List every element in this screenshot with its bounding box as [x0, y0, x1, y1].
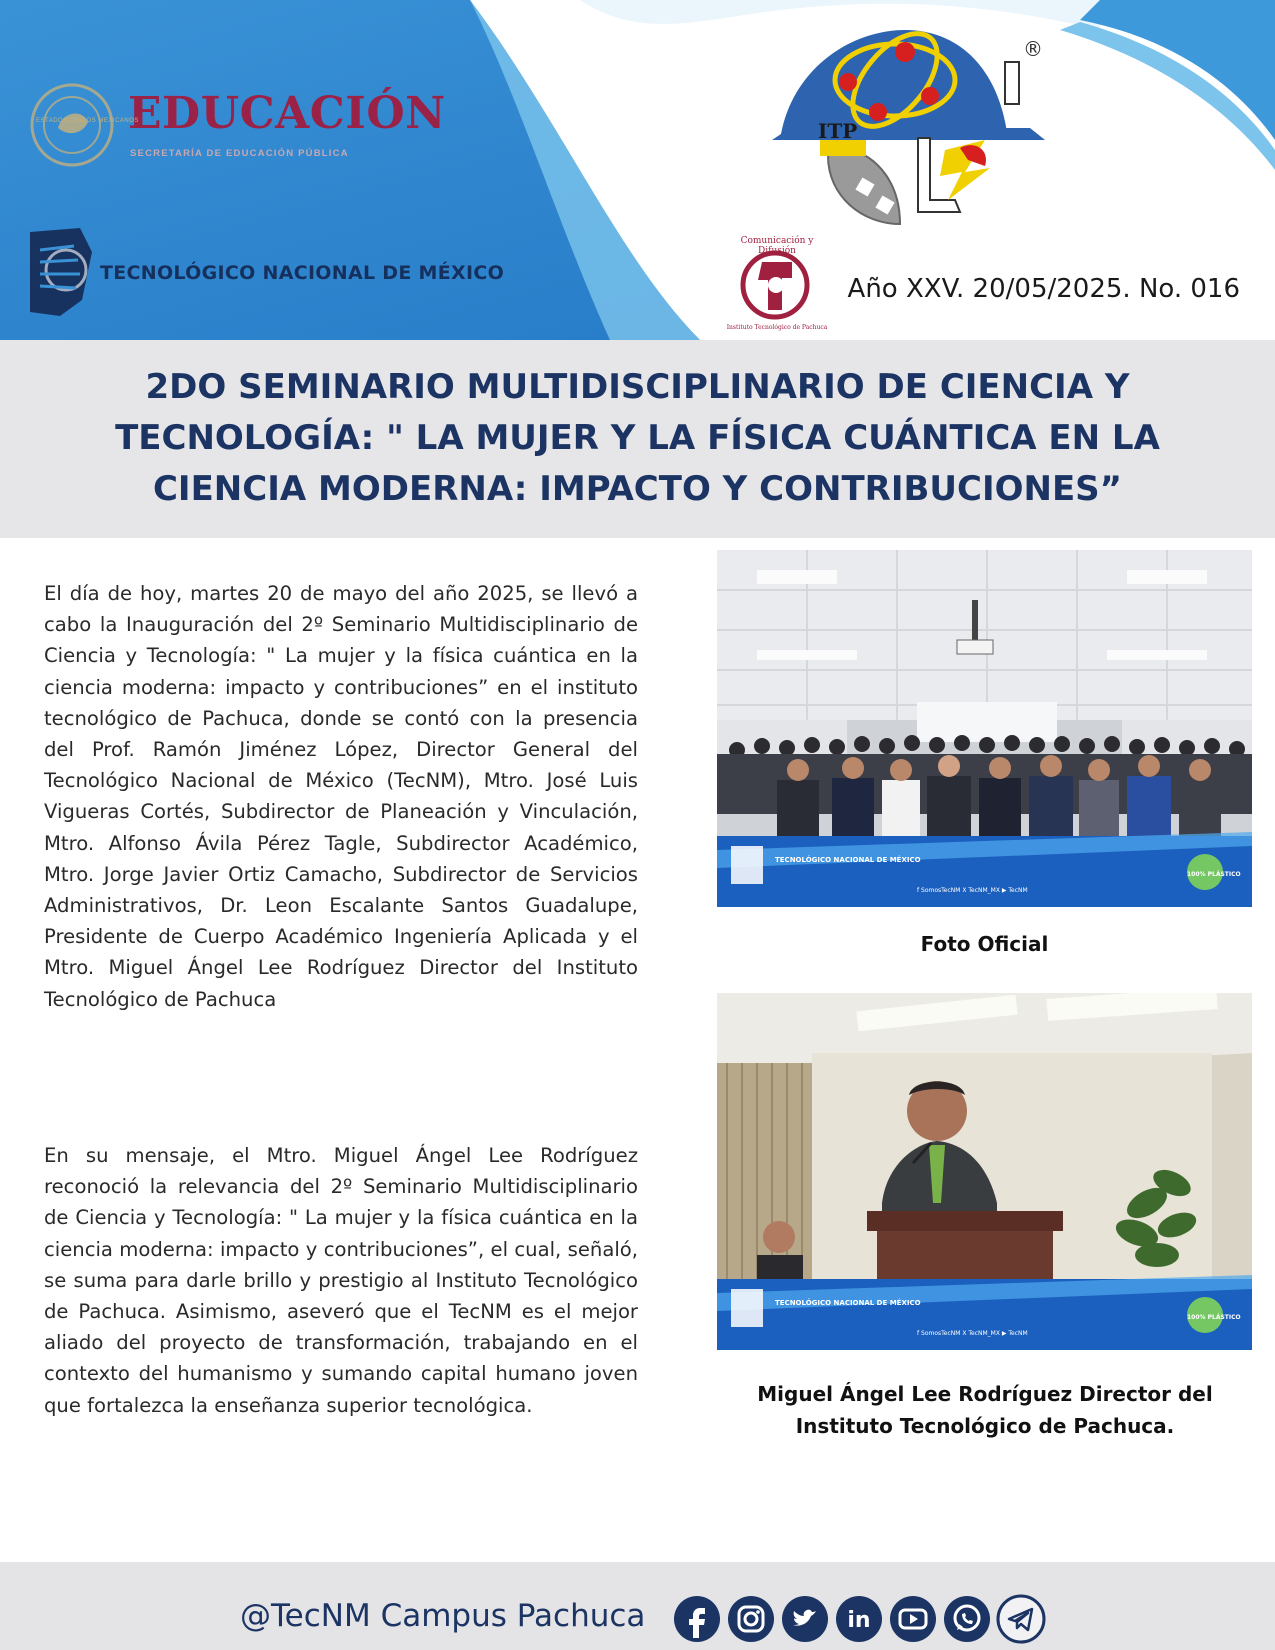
telegram-icon[interactable] [996, 1594, 1046, 1644]
director-photo [717, 993, 1252, 1350]
photo2-caption: Miguel Ángel Lee Rodríguez Director del Instituto Tecnológico de Pachuca. [757, 1382, 1213, 1438]
issue-line: Año XXV. 20/05/2025. No. 016 [847, 274, 1240, 304]
photo1-badge: 100% PLÁSTICO [1187, 871, 1241, 878]
linkedin-icon[interactable] [834, 1594, 884, 1644]
itp-logo-text: ITP [818, 119, 858, 143]
header-banner [0, 0, 1275, 340]
facebook-icon[interactable] [672, 1594, 722, 1644]
photo2-banner-social: f SomosTecNM X TecNM_MX ▶ TecNM [917, 1330, 1028, 1337]
official-photo-image [717, 550, 1252, 907]
whatsapp-icon[interactable] [942, 1594, 992, 1644]
comm-seal-subtext: Instituto Tecnológico de Pachuca [726, 324, 828, 331]
photo2-banner-title: TECNOLÓGICO NACIONAL DE MÉXICO [775, 1299, 921, 1307]
photo1-banner-title: TECNOLÓGICO NACIONAL DE MÉXICO [775, 856, 921, 864]
sep-seal-text: ESTADOS UNIDOS MEXICANOS [36, 118, 139, 124]
mexico-seal-icon [32, 85, 112, 165]
photo1-caption: Foto Oficial [920, 932, 1049, 956]
body-paragraph-2: En su mensaje, el Mtro. Miguel Ángel Lee Rodríguez reconoció la relevancia del 2º Seminario Multidisciplinario de Ciencia y Tecnología: " La mujer y la física cuántica en la ciencia moderna: impacto y contribuciones”, el cual, señaló, se suma para darle brillo y prestigio al Instituto Tecnológico de Pachuca. Asimismo, aseveró que el TecNM es el mejor aliado del proyecto de transformación, trabajando en el contexto del humanismo y sumando capital humano joven que fortalezca la enseñanza superior tecnológica. [44, 1144, 638, 1417]
tecnm-name: TECNOLÓGICO NACIONAL DE MÉXICO [100, 262, 505, 284]
instagram-icon[interactable] [726, 1594, 776, 1644]
director-photo-image [717, 993, 1252, 1350]
linkedin-label: in [847, 1608, 871, 1633]
photo1-banner-social: f SomosTecNM X TecNM_MX ▶ TecNM [917, 887, 1028, 894]
footer-handle: @TecNM Campus Pachuca [240, 1598, 646, 1634]
youtube-icon[interactable] [888, 1594, 938, 1644]
article-title: 2DO SEMINARIO MULTIDISCIPLINARIO DE CIENCIA Y TECNOLOGÍA: " LA MUJER Y LA FÍSICA CUÁNTICA EN LA CIENCIA MODERNA: IMPACTO Y CONTRIBUCIONES” [115, 367, 1160, 509]
sep-title: EDUCACIÓN [128, 88, 446, 139]
official-photo [717, 550, 1252, 907]
comm-seal-text: Comunicación y Difusión [740, 236, 814, 256]
registered-mark: ® [1023, 37, 1043, 61]
sep-subtitle: SECRETARÍA DE EDUCACIÓN PÚBLICA [130, 148, 349, 159]
twitter-icon[interactable] [780, 1594, 830, 1644]
body-paragraph-1: El día de hoy, martes 20 de mayo del año 2025, se llevó a cabo la Inauguración del 2º Seminario Multidisciplinario de Ciencia y Tecnología: " La mujer y la física cuántica en la ciencia moderna: impacto y contribuciones” en el instituto tecnológico de Pachuca, donde se contó con la presencia del Prof. Ramón Jiménez López, Director General del Tecnológico Nacional de México (TecNM), Mtro. José Luis Vigueras Cortés, Subdirector de Planeación y Vinculación, Mtro. Alfonso Ávila Pérez Tagle, Subdirector Académico, Mtro. Jorge Javier Ortiz Camacho, Subdirector de Servicios Administrativos, Dr. Leon Escalante Santos Guadalupe, Presidente de Cuerpo Académico Ingeniería Aplicada y el Mtro. Miguel Ángel Lee Rodríguez Director del Instituto Tecnológico de Pachuca [44, 582, 638, 1011]
photo2-badge: 100% PLÁSTICO [1187, 1314, 1241, 1321]
